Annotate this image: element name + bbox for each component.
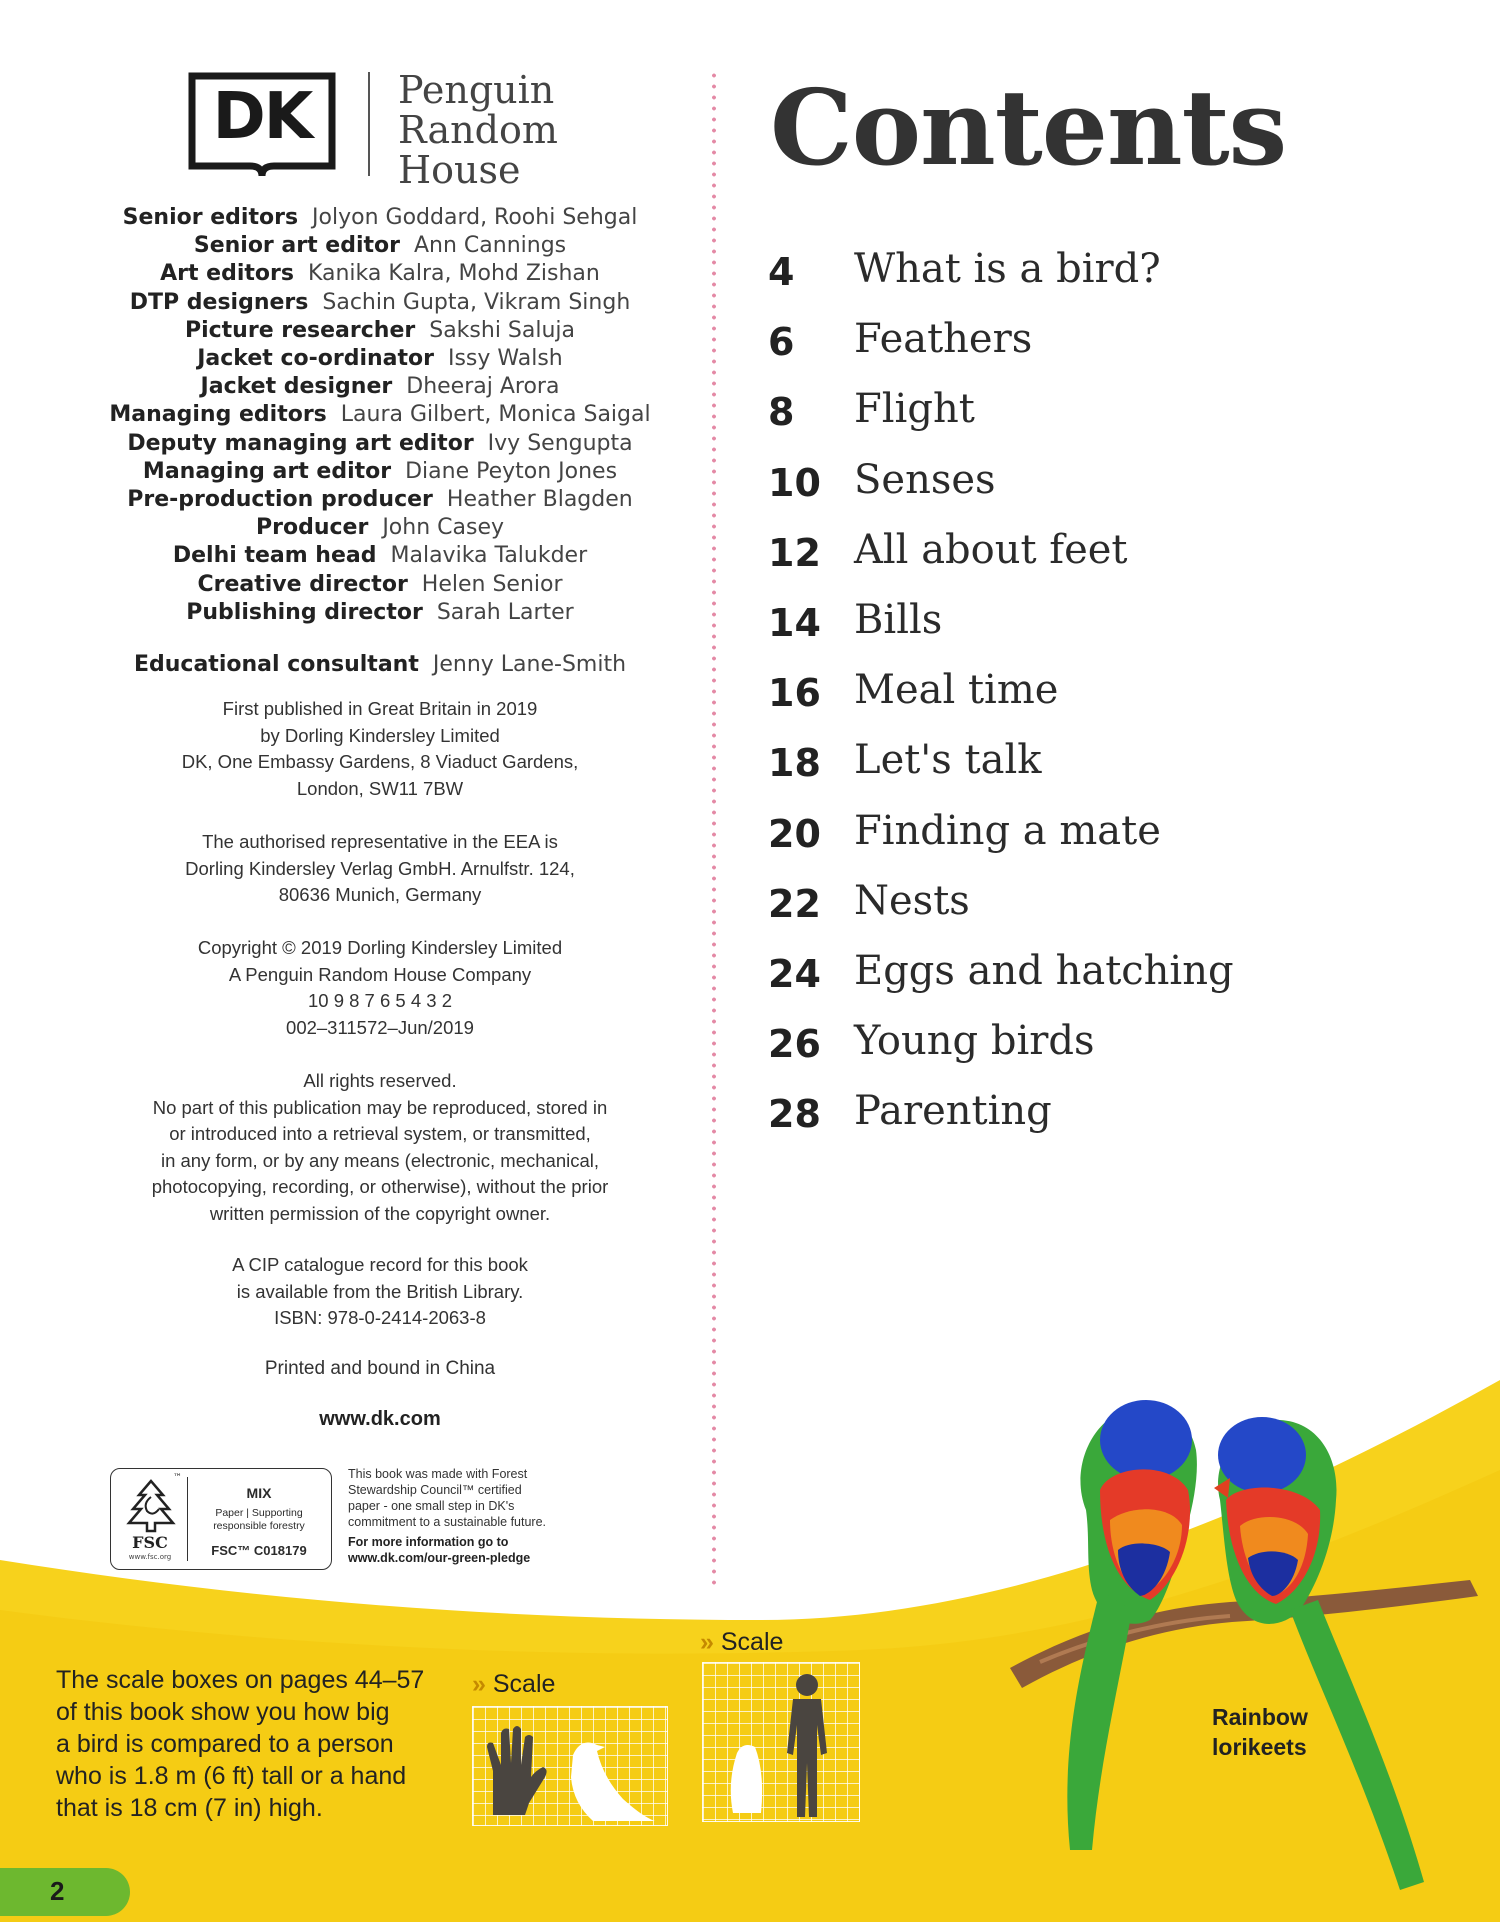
scale-boxes-explanation xyxy=(56,1664,436,1824)
fsc-certification-box xyxy=(110,1468,332,1570)
toc-item[interactable] xyxy=(768,667,1468,731)
publisher-logo xyxy=(188,68,568,192)
toc-page-number: 26 xyxy=(768,1022,821,1067)
text-line: 80636 Munich, Germany xyxy=(278,884,482,905)
publisher-line: House xyxy=(398,148,521,192)
credit-role: Picture researcher xyxy=(184,317,416,343)
fsc-info-line: commitment to a sustainable future. xyxy=(348,1515,547,1529)
credit-row xyxy=(60,599,700,627)
copyright-info xyxy=(110,935,650,1041)
text-line: First published in Great Britain in 2019 xyxy=(222,698,538,719)
toc-item[interactable] xyxy=(768,386,1468,450)
text-line: Dorling Kindersley Verlag GmbH. Arnulfstr. 124, xyxy=(185,857,575,879)
toc-title: All about feet xyxy=(854,526,1128,573)
person-and-bird-silhouette xyxy=(703,1663,859,1821)
credit-role: Deputy managing art editor xyxy=(127,430,474,456)
text-line: that is 18 cm (7 in) high. xyxy=(56,1794,323,1822)
toc-title: Meal time xyxy=(854,667,1059,714)
toc-title: Finding a mate xyxy=(854,807,1161,854)
toc-item[interactable] xyxy=(768,246,1468,310)
fsc-mix-label: MIX xyxy=(246,1485,272,1501)
fsc-logo-text: FSC xyxy=(132,1533,168,1552)
text-line: DK, One Embassy Gardens, 8 Viaduct Gardens, xyxy=(181,751,579,772)
dk-wordmark: DK xyxy=(212,80,312,154)
fsc-info-text xyxy=(348,1466,628,1566)
fsc-info-bold-line: For more information go to xyxy=(348,1535,509,1549)
credit-role: Creative director xyxy=(197,571,408,597)
contents-title: Contents xyxy=(770,66,1287,189)
credit-name: John Casey xyxy=(382,515,504,541)
credit-row xyxy=(60,289,700,317)
scale-label xyxy=(472,1670,555,1699)
page-number: 2 xyxy=(50,1876,65,1906)
toc-page-number: 8 xyxy=(768,390,795,435)
credit-row xyxy=(60,430,700,458)
text-line: who is 1.8 m (6 ft) tall or a hand xyxy=(56,1762,407,1790)
credit-name: Jenny Lane-Smith xyxy=(432,652,627,677)
chevron-right-icon: » xyxy=(700,1628,714,1656)
toc-page-number: 20 xyxy=(768,811,821,856)
credit-name: Heather Blagden xyxy=(446,487,633,513)
credit-role: Managing art editor xyxy=(142,458,392,484)
fsc-paper-label xyxy=(191,1507,327,1533)
fsc-paper-line: Paper | Supporting xyxy=(215,1507,303,1519)
text-line: The authorised representative in the EEA is xyxy=(202,831,558,852)
toc-page-number: 6 xyxy=(768,320,795,365)
toc-page-number: 28 xyxy=(768,1092,821,1137)
page-number-tab xyxy=(0,1868,130,1916)
toc-item[interactable] xyxy=(768,807,1468,872)
credit-row xyxy=(60,458,700,486)
credit-name: Kanika Kalra, Mohd Zishan xyxy=(307,261,600,287)
toc-item[interactable] xyxy=(768,737,1468,801)
credit-row xyxy=(60,514,700,542)
publisher-line: Random xyxy=(398,108,558,152)
credit-name: Ivy Sengupta xyxy=(487,430,633,456)
credit-name: Issy Walsh xyxy=(447,346,563,372)
text-line: by Dorling Kindersley Limited xyxy=(260,724,500,746)
credit-row xyxy=(60,317,700,345)
credit-role: Managing editors xyxy=(109,402,327,428)
toc-page-number: 22 xyxy=(768,881,821,926)
toc-title: Parenting xyxy=(854,1088,1052,1135)
credit-name: Helen Senior xyxy=(421,571,563,597)
credit-role: Senior editors xyxy=(122,205,299,230)
text-line: in any form, or by any means (electronic, mechanical, xyxy=(160,1149,600,1171)
fsc-info-line: Stewardship Council™ certified xyxy=(348,1483,522,1497)
text-line: of this book show you how big xyxy=(56,1698,390,1726)
credit-row xyxy=(60,486,700,514)
toc-title: Feathers xyxy=(854,316,1033,363)
text-line: All rights reserved. xyxy=(303,1070,457,1091)
credit-row xyxy=(60,204,700,232)
eea-representative xyxy=(110,829,650,909)
image-caption xyxy=(1212,1702,1308,1762)
dotted-divider xyxy=(712,70,716,1590)
credit-role: Pre-production producer xyxy=(127,487,433,513)
rainbow-lorikeets-image xyxy=(1000,1290,1500,1922)
fsc-divider xyxy=(187,1477,188,1561)
credit-role: Jacket co-ordinator xyxy=(197,346,434,372)
credits-list xyxy=(60,204,700,627)
credit-row xyxy=(60,345,700,373)
toc-item[interactable] xyxy=(768,948,1468,1012)
cip-record xyxy=(110,1252,650,1332)
credit-row xyxy=(60,373,700,401)
credit-name: Sakshi Saluja xyxy=(429,317,576,343)
toc-title: Nests xyxy=(854,877,970,924)
toc-page-number: 14 xyxy=(768,601,821,645)
toc-page-number: 24 xyxy=(768,952,821,996)
toc-page-number: 12 xyxy=(768,530,821,575)
text-line: 002–311572–Jun/2019 xyxy=(286,1016,474,1038)
toc-title: Let's talk xyxy=(854,737,1042,784)
toc-item[interactable] xyxy=(768,316,1468,380)
credit-role: Jacket designer xyxy=(200,374,393,400)
toc-title: Senses xyxy=(854,456,996,503)
credit-row xyxy=(60,571,700,599)
toc-item[interactable] xyxy=(768,1088,1468,1152)
text-line: photocopying, recording, or otherwise), without the prior xyxy=(151,1176,609,1197)
credit-role: Producer xyxy=(256,515,369,541)
credit-name: Sachin Gupta, Vikram Singh xyxy=(322,289,631,315)
fsc-tree-icon xyxy=(125,1477,177,1533)
toc-page-number: 16 xyxy=(768,671,821,716)
credit-name: Dheeraj Arora xyxy=(406,374,560,400)
website-link[interactable]: www.dk.com xyxy=(319,1408,441,1430)
person-scale-box xyxy=(702,1662,860,1822)
publisher-line: Penguin xyxy=(398,68,555,112)
credit-name: Jolyon Goddard, Roohi Sehgal xyxy=(312,205,638,230)
text-line: A CIP catalogue record for this book xyxy=(232,1254,528,1275)
fsc-info-line: paper - one small step in DK's xyxy=(348,1499,515,1513)
rights-statement xyxy=(110,1068,650,1227)
credit-name: Laura Gilbert, Monica Saigal xyxy=(340,402,651,428)
fsc-info-line: This book was made with Forest xyxy=(348,1467,528,1481)
text-line: The scale boxes on pages 44–57 xyxy=(56,1666,425,1694)
credit-role: Publishing director xyxy=(186,599,423,625)
toc-item[interactable] xyxy=(768,877,1468,942)
credit-role: Senior art editor xyxy=(193,233,400,259)
toc-item[interactable] xyxy=(768,1018,1468,1082)
credit-row xyxy=(60,401,700,429)
credit-name: Sarah Larter xyxy=(436,599,574,625)
credit-row xyxy=(60,542,700,570)
credit-name: Ann Cannings xyxy=(414,233,567,259)
fsc-code: FSC™ C018179 xyxy=(211,1543,307,1558)
toc-title: Young birds xyxy=(854,1018,1095,1065)
credit-role: Educational consultant xyxy=(133,652,419,677)
scale-text: Scale xyxy=(720,1628,784,1656)
printed-in: Printed and bound in China xyxy=(264,1358,496,1379)
text-line: No part of this publication may be reproduced, stored in xyxy=(152,1096,608,1118)
text-line: 10 9 8 7 6 5 4 3 2 xyxy=(307,990,452,1011)
credit-row xyxy=(60,260,700,288)
logo-divider xyxy=(368,72,370,176)
toc-page-number: 10 xyxy=(768,460,821,505)
toc-page-number: 4 xyxy=(768,250,795,294)
chevron-right-icon: » xyxy=(472,1670,486,1698)
fsc-paper-line: responsible forestry xyxy=(213,1520,305,1532)
publication-info xyxy=(110,696,650,802)
caption-line: Rainbow xyxy=(1212,1704,1308,1730)
caption-line: lorikeets xyxy=(1212,1734,1307,1760)
credit-role: Art editors xyxy=(160,261,294,287)
educational-consultant xyxy=(60,652,700,677)
fsc-url: www.fsc.org xyxy=(128,1553,172,1561)
trademark-mark: ™ xyxy=(173,1473,182,1483)
text-line: A Penguin Random House Company xyxy=(228,963,532,985)
hand-scale-box xyxy=(472,1706,668,1826)
toc-title: Bills xyxy=(854,597,943,643)
toc-title: Eggs and hatching xyxy=(854,948,1234,994)
hand-and-bird-silhouette xyxy=(473,1707,667,1825)
credit-name: Diane Peyton Jones xyxy=(405,458,618,484)
text-line: or introduced into a retrieval system, or transmitted, xyxy=(169,1123,591,1144)
penguin-random-house-wordmark xyxy=(398,70,558,190)
toc-title: Flight xyxy=(854,386,975,433)
text-line: written permission of the copyright owner. xyxy=(209,1202,551,1224)
toc-title: What is a bird? xyxy=(854,246,1161,292)
text-line: a bird is compared to a person xyxy=(56,1730,394,1758)
toc-item[interactable] xyxy=(768,526,1468,591)
text-line: ISBN: 978-0-2414-2063-8 xyxy=(274,1307,486,1328)
credit-role: Delhi team head xyxy=(172,543,377,569)
text-line: is available from the British Library. xyxy=(236,1280,524,1302)
scale-label xyxy=(700,1628,783,1657)
text-line: London, SW11 7BW xyxy=(296,777,464,799)
toc-item[interactable] xyxy=(768,456,1468,521)
text-line: Copyright © 2019 Dorling Kindersley Limited xyxy=(197,937,563,958)
credit-row xyxy=(60,232,700,260)
credit-name: Malavika Talukder xyxy=(390,543,588,569)
toc-page-number: 18 xyxy=(768,741,821,786)
credit-role: DTP designers xyxy=(129,289,309,315)
toc-item[interactable] xyxy=(768,597,1468,661)
scale-text: Scale xyxy=(492,1670,556,1698)
green-pledge-link[interactable]: www.dk.com/our-green-pledge xyxy=(348,1551,531,1565)
